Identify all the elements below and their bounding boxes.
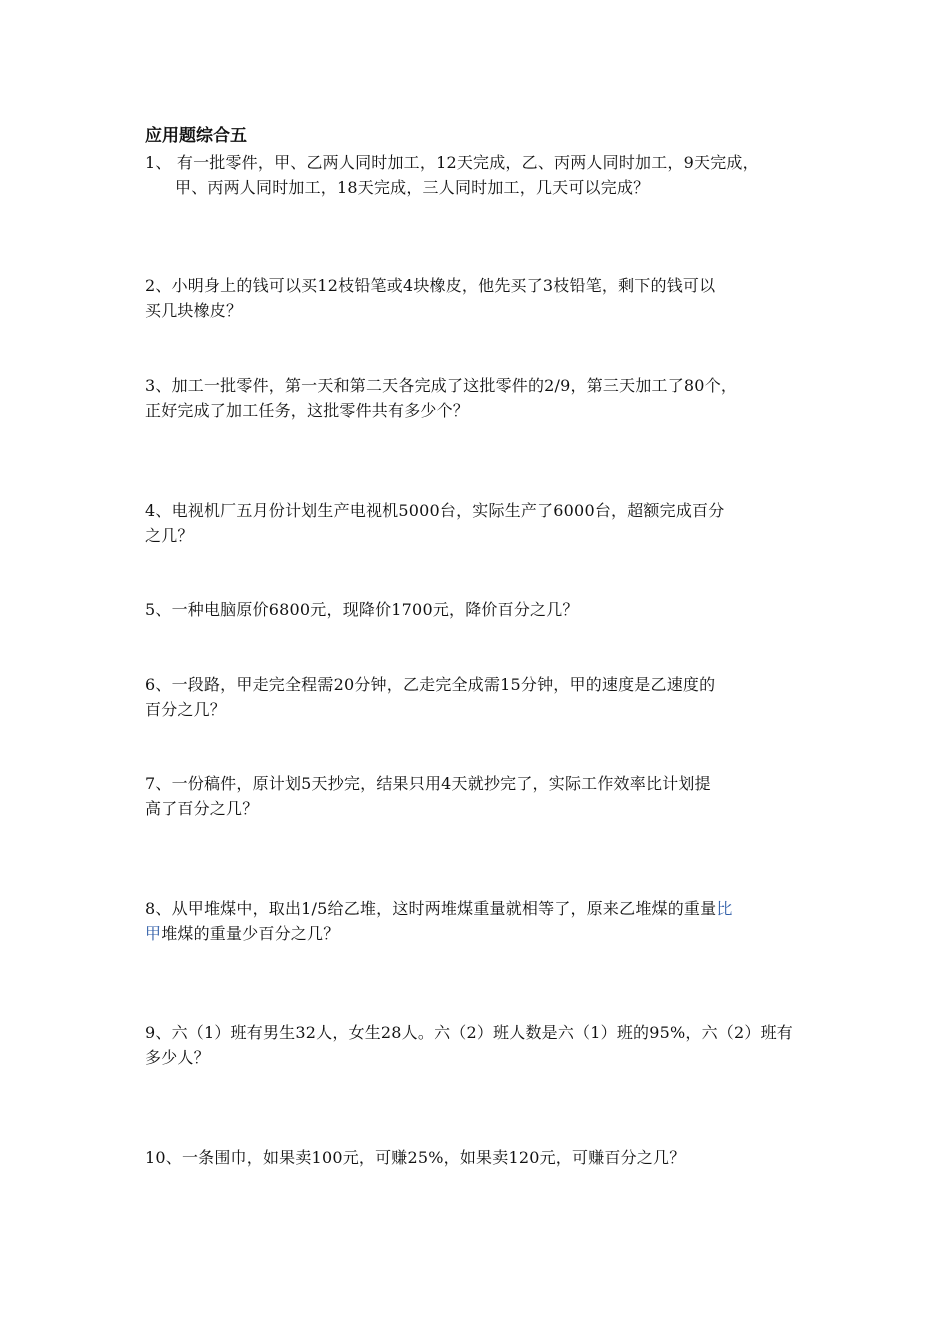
question-2-line-2: 买几块橡皮？: [145, 301, 243, 320]
question-8-line-2-text: 堆煤的重量少百分之几？: [161, 924, 340, 943]
question-8-line-1-text: 8、从甲堆煤中，取出1/5给乙堆，这时两堆煤重量就相等了，原来乙堆煤的重量: [145, 899, 717, 918]
question-4-line-2: 之几？: [145, 526, 194, 545]
question-5: [145, 597, 825, 622]
question-8-link-jia[interactable]: 甲: [145, 924, 162, 943]
question-4: [145, 498, 825, 548]
question-9-line-1: 9、六（1）班有男生32人，女生28人。六（2）班人数是六（1）班的95%，六（2）班有: [145, 1023, 793, 1042]
question-2-line-1: 2、小明身上的钱可以买12枝铅笔或4块橡皮，他先买了3枝铅笔，剩下的钱可以: [145, 276, 716, 295]
question-5-line-1: 5、一种电脑原价6800元，现降价1700元，降价百分之几？: [145, 600, 579, 619]
question-10: [145, 1145, 825, 1170]
question-4-line-1: 4、电视机厂五月份计划生产电视机5000台，实际生产了6000台，超额完成百分: [145, 501, 725, 520]
question-6: [145, 672, 825, 722]
question-2: [145, 273, 825, 323]
question-7: [145, 771, 825, 821]
question-8-link-bi[interactable]: 比: [716, 899, 733, 918]
question-1: [145, 150, 825, 200]
question-7-line-2: 高了百分之几？: [145, 799, 259, 818]
question-8-line-2: [145, 921, 825, 946]
question-8: [145, 896, 825, 946]
question-1-line-2: 甲、丙两人同时加工，18天完成，三人同时加工，几天可以完成？: [175, 178, 650, 197]
question-8-line-1: [145, 896, 825, 921]
question-6-line-2: 百分之几？: [145, 700, 227, 719]
question-9: [145, 1020, 825, 1070]
question-3: [145, 373, 825, 423]
question-1-line-1: 1、 有一批零件，甲、乙两人同时加工，12天完成，乙、丙两人同时加工，9天完成，: [145, 153, 759, 172]
page-title: 应用题综合五: [145, 126, 247, 146]
question-10-line-1: 10、一条围巾，如果卖100元，可赚25%，如果卖120元，可赚百分之几？: [145, 1148, 686, 1167]
question-3-line-2: 正好完成了加工任务，这批零件共有多少个？: [145, 401, 470, 420]
question-6-line-1: 6、一段路，甲走完全程需20分钟，乙走完全成需15分钟，甲的速度是乙速度的: [145, 675, 716, 694]
question-9-line-2: 多少人？: [145, 1048, 210, 1067]
question-3-line-1: 3、加工一批零件，第一天和第二天各完成了这批零件的2/9，第三天加工了80个，: [145, 376, 738, 395]
question-7-line-1: 7、一份稿件，原计划5天抄完，结果只用4天就抄完了，实际工作效率比计划提: [145, 774, 711, 793]
